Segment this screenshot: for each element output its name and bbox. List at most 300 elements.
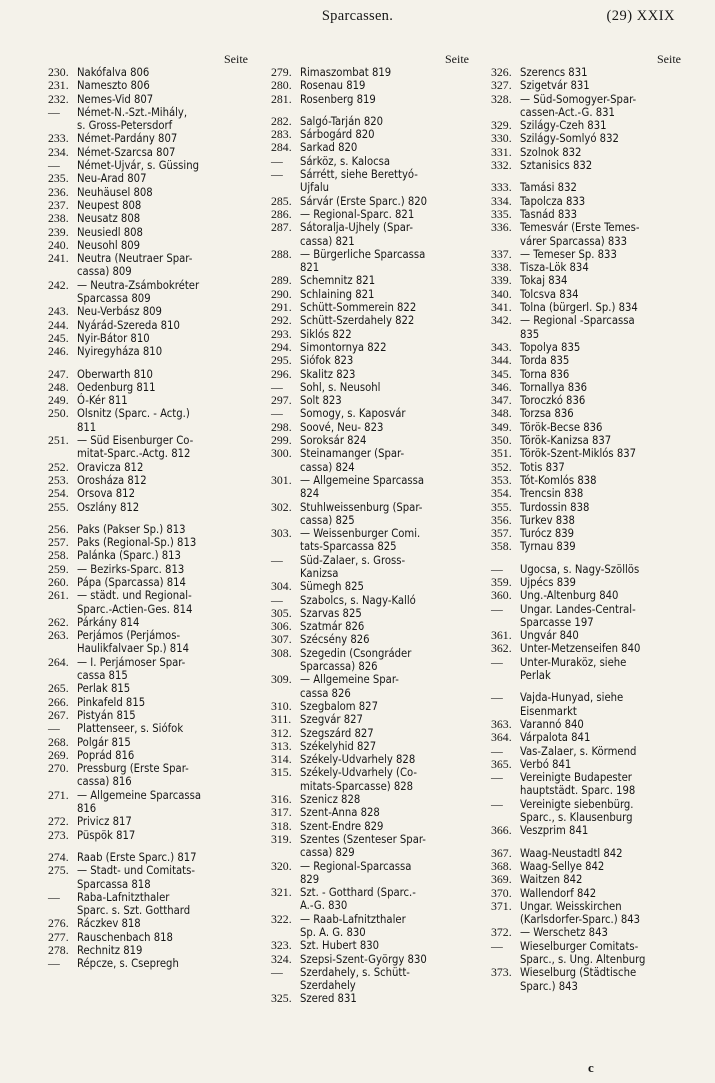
index-column-3 (491, 52, 681, 993)
entry-number: — (271, 406, 283, 421)
entry-number: 348. (491, 406, 512, 421)
entry-number: 345. (491, 366, 512, 381)
index-entry (491, 195, 681, 208)
index-entry (271, 128, 469, 141)
index-entry (48, 829, 248, 842)
entry-text: Wieselburger Comitats- Sparc., s. Ung. Altenburg (520, 939, 646, 966)
index-entry (491, 718, 681, 731)
entry-text: Sárrétt, siehe Berettyó- Ujfalu (300, 168, 418, 195)
index-entry (491, 221, 681, 248)
entry-number: 321. (271, 885, 292, 900)
entry-number: 341. (491, 300, 512, 315)
index-entry (491, 501, 681, 514)
entry-number: 351. (491, 446, 512, 461)
entry-text: Stuhlweissenburg (Spar- cassa) 825 (300, 500, 423, 527)
entry-number: 362. (491, 641, 512, 656)
index-entry (48, 864, 248, 891)
entry-number: 338. (491, 260, 512, 275)
index-entry (271, 421, 469, 434)
entry-text: Palánka (Sparc.) 813 (77, 549, 181, 563)
entry-text: Rosenberg 819 (300, 92, 376, 106)
entry-number: 368. (491, 858, 512, 873)
entry-text: Szolnok 832 (520, 145, 582, 159)
entry-number: 322. (271, 911, 292, 926)
index-entry (48, 917, 248, 930)
entry-text: — Werschetz 843 (520, 926, 608, 940)
entry-text: Vajda-Hunyad, siehe Eisenmarkt (520, 691, 624, 718)
entry-text: Somogy, s. Kaposvár (300, 407, 406, 421)
entry-text: Német-Szarcsa 807 (77, 145, 176, 159)
entry-text: Szegedin (Csongráder Sparcassa) 826 (300, 646, 412, 674)
index-entry (271, 168, 469, 195)
entry-text: — Regional-Sparc. 821 (300, 207, 415, 221)
index-entry (48, 709, 248, 722)
entry-number: 360. (491, 588, 512, 603)
entry-text: Torzsa 836 (520, 407, 574, 421)
entry-text: Varannó 840 (520, 717, 584, 731)
index-entry (271, 195, 469, 208)
entry-number: 246. (48, 344, 69, 359)
entry-text: Neuhäusel 808 (77, 185, 153, 199)
entry-text: Trencsin 838 (520, 487, 584, 501)
entry-number: 331. (491, 144, 512, 159)
index-entry (491, 368, 681, 381)
index-entry (271, 354, 469, 367)
index-entry (48, 132, 248, 145)
entry-number: 233. (48, 131, 69, 146)
index-entry (271, 328, 469, 341)
entry-text: Neupest 808 (77, 198, 142, 212)
index-entry (48, 159, 248, 172)
entry-text: Torna 836 (520, 367, 570, 381)
entry-number: 243. (48, 304, 69, 319)
index-entry (271, 394, 469, 407)
entry-text: — Bürgerliche Sparcassa 821 (300, 247, 426, 275)
index-entry (491, 603, 681, 630)
entry-number: — (271, 552, 283, 567)
entry-number: — (48, 956, 60, 971)
entry-number: 316. (271, 792, 292, 807)
index-entry (491, 341, 681, 354)
index-entry (48, 66, 248, 79)
entry-text: Szabolcs, s. Nagy-Kalló (300, 593, 416, 607)
entry-number: 340. (491, 286, 512, 301)
entry-number: 287. (271, 220, 292, 235)
entry-number: 306. (271, 619, 292, 634)
index-entry (48, 789, 248, 816)
entry-number: — (271, 592, 283, 607)
entry-text: Waitzen 842 (520, 873, 583, 887)
entry-text: Schlaining 821 (300, 287, 375, 301)
index-entry (271, 820, 469, 833)
entry-text: Wallendorf 842 (520, 886, 597, 900)
entry-number: 319. (271, 831, 292, 846)
entry-text: Olsnitz (Sparc. - Actg.) 811 (77, 407, 190, 434)
index-entry (491, 629, 681, 642)
index-entry (491, 691, 681, 718)
entry-text: Soové, Neu- 823 (300, 420, 384, 434)
entry-number: 277. (48, 929, 69, 944)
entry-number: — (491, 796, 503, 811)
entry-text: — städt. und Regional- Sparc.-Actien-Ges. 814 (77, 589, 193, 616)
index-entry (491, 181, 681, 194)
index-entry (271, 886, 469, 913)
entry-number: 317. (271, 805, 292, 820)
index-entry (48, 931, 248, 944)
entry-number: 302. (271, 499, 292, 514)
entry-text: Szilágy-Czeh 831 (520, 119, 607, 133)
entry-text: Ungvár 840 (520, 629, 579, 643)
index-entry (271, 594, 469, 607)
entry-number: 325. (271, 991, 292, 1006)
entry-number: 312. (271, 725, 292, 740)
entry-number: 334. (491, 193, 512, 208)
entry-number: 299. (271, 433, 292, 448)
index-entry (491, 966, 681, 993)
entry-text: Schütt-Szerdahely 822 (300, 314, 415, 328)
index-entry (271, 633, 469, 646)
entry-number: 371. (491, 898, 512, 913)
entry-text: Toroczkó 836 (520, 394, 586, 408)
entry-number: 367. (491, 845, 512, 860)
entry-number: 282. (271, 113, 292, 128)
page-number: (29) XXIX (606, 8, 675, 24)
entry-number: 268. (48, 734, 69, 749)
index-entry (48, 146, 248, 159)
entry-text: Nakófalva 806 (77, 66, 150, 79)
index-entry (491, 847, 681, 860)
index-entry (491, 119, 681, 132)
index-entry (491, 159, 681, 172)
index-entry (491, 447, 681, 460)
index-entry (271, 501, 469, 528)
index-entry (491, 771, 681, 798)
index-column-1 (48, 52, 248, 971)
entry-text: Rimaszombat 819 (300, 66, 392, 79)
entry-text: Turkev 838 (520, 513, 575, 527)
index-entry (48, 199, 248, 212)
entry-number: 353. (491, 472, 512, 487)
index-entry (271, 793, 469, 806)
entry-text: Sárköz, s. Kalocsa (300, 154, 391, 168)
index-entry (491, 474, 681, 487)
entry-text: Neutra (Neutraer Spar- cassa) 809 (77, 252, 193, 279)
entry-number: 239. (48, 224, 69, 239)
entry-text: Sarkad 820 (300, 141, 358, 155)
entry-number: 248. (48, 379, 69, 394)
entry-text: Raba-Lafnitzthaler Sparc. s. Szt. Gotthard (77, 890, 191, 918)
entry-text: Nemes-Vid 807 (77, 92, 154, 106)
entry-text: Szentes (Szenteser Spar- cassa) 829 (300, 832, 426, 860)
index-entry (491, 461, 681, 474)
entry-text: Rechnitz 819 (77, 944, 143, 957)
entry-number: — (271, 167, 283, 182)
index-entry (491, 434, 681, 447)
entry-number: 339. (491, 273, 512, 288)
entry-text: Sárvár (Erste Sparc.) 820 (300, 194, 428, 208)
entry-text: — Süd Eisenburger Co- mitat-Sparc.-Actg. 812 (77, 434, 194, 461)
index-entry (491, 146, 681, 159)
index-entry (491, 288, 681, 301)
index-entry (271, 913, 469, 940)
index-entry (271, 115, 469, 128)
entry-text: Várpalota 841 (520, 731, 591, 745)
index-entry (271, 700, 469, 713)
entry-text: Tamási 832 (520, 181, 577, 195)
entry-text: Szilágy-Somlyó 832 (520, 132, 619, 146)
entry-text: Szarvas 825 (300, 606, 362, 620)
index-entry (271, 381, 469, 394)
entry-text: Ó-Kér 811 (77, 394, 128, 408)
entry-number: 235. (48, 171, 69, 186)
index-entry (48, 381, 248, 394)
index-entry (48, 815, 248, 828)
entry-text: — Allgemeine Spar- cassa 826 (300, 673, 399, 700)
entry-text: Privicz 817 (77, 815, 132, 829)
entry-text: Tapolcza 833 (520, 194, 586, 208)
entry-text: Szent-Endre 829 (300, 819, 384, 833)
entry-text: Német-Pardány 807 (77, 132, 178, 146)
index-entry (271, 992, 469, 1005)
index-entry (491, 132, 681, 145)
entry-text: Plattenseer, s. Siófok (77, 722, 184, 736)
entry-number: 232. (48, 91, 69, 106)
entry-number: 309. (271, 672, 292, 687)
entry-text: Solt 823 (300, 394, 342, 408)
index-entry (491, 887, 681, 900)
entry-number: 254. (48, 486, 69, 501)
entry-number: 304. (271, 579, 292, 594)
index-entry (271, 620, 469, 633)
entry-number: 369. (491, 872, 512, 887)
entry-text: Nameszto 806 (77, 79, 150, 93)
index-entry (491, 79, 681, 92)
index-entry (491, 314, 681, 341)
index-entry (491, 940, 681, 967)
entry-number: 241. (48, 251, 69, 266)
entry-number: 270. (48, 761, 69, 776)
index-entry (271, 474, 469, 501)
index-entry (48, 682, 248, 695)
index-entry (48, 629, 248, 656)
entry-number: 245. (48, 330, 69, 345)
entry-text: Szered 831 (300, 992, 357, 1006)
index-entry (491, 563, 681, 576)
entry-number: 286. (271, 206, 292, 221)
index-entry (491, 860, 681, 873)
entry-number: 271. (48, 787, 69, 802)
index-entry (491, 926, 681, 939)
index-entry (48, 549, 248, 562)
entry-text: Pinkafeld 815 (77, 695, 146, 709)
index-entry (48, 696, 248, 709)
index-entry (48, 407, 248, 434)
entry-number: 274. (48, 849, 69, 864)
entry-number: 356. (491, 512, 512, 527)
entry-text: Pressburg (Erste Spar- cassa) 816 (77, 762, 189, 789)
index-entry (271, 713, 469, 726)
index-entry (48, 279, 248, 306)
index-entry (48, 576, 248, 589)
entry-text: Szegszárd 827 (300, 726, 374, 740)
entry-text: Oberwarth 810 (77, 367, 153, 381)
entry-number: 297. (271, 393, 292, 408)
index-entry (491, 248, 681, 261)
entry-text: Unter-Metzenseifen 840 (520, 642, 641, 656)
entry-number: — (271, 379, 283, 394)
entry-number: 269. (48, 747, 69, 762)
entry-number: 349. (491, 419, 512, 434)
index-entry (48, 656, 248, 683)
entry-text: Német-N.-Szt.-Mihály, s. Gross-Petersdorf (77, 105, 188, 133)
index-entry (48, 239, 248, 252)
entry-number: 260. (48, 574, 69, 589)
index-entry (271, 155, 469, 168)
entry-text: Tót-Komlós 838 (520, 473, 597, 487)
entry-text: Perlak 815 (77, 682, 131, 696)
entry-text: Szécsény 826 (300, 633, 370, 647)
entry-text: Neu-Verbász 809 (77, 305, 162, 319)
index-entry (491, 576, 681, 589)
entry-text: Szerdahely, s. Schütt- Szerdahely (300, 965, 410, 993)
index-entry (491, 642, 681, 655)
entry-text: Turdossin 838 (520, 500, 590, 514)
entry-text: Szepsi-Szent-György 830 (300, 952, 427, 966)
entry-text: Totis 837 (520, 460, 565, 474)
index-entry (271, 248, 469, 275)
entry-text: Raab (Erste Sparc.) 817 (77, 850, 197, 864)
entry-text: — Süd-Somogyer-Spar- cassen-Act.-G. 831 (520, 92, 637, 119)
entry-number: 293. (271, 326, 292, 341)
entry-text: Oszlány 812 (77, 500, 140, 514)
index-entry (48, 616, 248, 629)
entry-text: Sátoralja-Ujhely (Spar- cassa) 821 (300, 221, 413, 248)
index-entry (48, 523, 248, 536)
entry-number: 279. (271, 65, 292, 79)
index-entry (491, 731, 681, 744)
entry-number: 303. (271, 526, 292, 541)
entry-number: 230. (48, 65, 69, 79)
index-entry (271, 580, 469, 593)
entry-number: 361. (491, 628, 512, 643)
index-entry (48, 589, 248, 616)
index-entry (491, 527, 681, 540)
entry-text: Veszprim 841 (520, 824, 589, 838)
index-entry (491, 66, 681, 79)
entry-text: Waag-Sellye 842 (520, 859, 605, 873)
entry-number: 253. (48, 472, 69, 487)
entry-text: — Neutra-Zsámbokréter Sparcassa 809 (77, 278, 200, 306)
entry-number: 284. (271, 140, 292, 155)
entry-text: Pápa (Sparcassa) 814 (77, 575, 186, 589)
entry-number: 290. (271, 286, 292, 301)
entry-text: Schütt-Sommerein 822 (300, 301, 417, 315)
entry-text: Párkány 814 (77, 615, 140, 629)
entry-number: 262. (48, 614, 69, 629)
index-entry (491, 873, 681, 886)
entry-number: — (491, 770, 503, 785)
entry-number: 333. (491, 180, 512, 195)
entry-number: 234. (48, 144, 69, 159)
index-entry (271, 447, 469, 474)
index-entry (271, 607, 469, 620)
index-entry (48, 487, 248, 500)
entry-number: 236. (48, 184, 69, 199)
entry-number: — (491, 743, 503, 758)
entry-number: 291. (271, 300, 292, 315)
entry-number: 370. (491, 885, 512, 900)
entry-text: Tolcsva 834 (520, 287, 579, 301)
entry-text: Ung.-Altenburg 840 (520, 589, 619, 603)
entry-number: 305. (271, 605, 292, 620)
entry-text: Német-Ujvár, s. Güssing (77, 159, 199, 173)
entry-text: Vas-Zalaer, s. Körmend (520, 744, 637, 758)
index-entry (48, 434, 248, 461)
entry-number: 327. (491, 78, 512, 93)
entry-text: Répcze, s. Csepregh (77, 957, 179, 971)
index-entry (491, 758, 681, 771)
entry-number: — (48, 158, 60, 173)
entry-number: 259. (48, 561, 69, 576)
entry-text: Tolna (bürgerl. Sp.) 834 (520, 301, 638, 315)
entry-text: Siófok 823 (300, 354, 354, 368)
entry-number: 359. (491, 574, 512, 589)
index-entry (491, 208, 681, 221)
entry-text: Wieselburg (Städtische Sparc.) 843 (520, 966, 637, 993)
index-entry (491, 421, 681, 434)
index-entry (491, 93, 681, 120)
entry-number: 249. (48, 393, 69, 408)
entry-text: Pistyán 815 (77, 708, 136, 722)
index-entry (271, 966, 469, 993)
entry-number: 238. (48, 211, 69, 226)
entry-number: 280. (271, 78, 292, 93)
entry-number: 278. (48, 943, 69, 957)
entry-number: 252. (48, 459, 69, 474)
entry-text: — I. Perjámoser Spar- cassa 815 (77, 655, 186, 683)
index-entry (48, 461, 248, 474)
entry-number: 265. (48, 681, 69, 696)
entry-text: Rauschenbach 818 (77, 930, 173, 944)
index-entry (48, 368, 248, 381)
entry-text: Perjámos (Perjámos- Haulikfalvaer Sp.) 814 (77, 629, 190, 656)
entry-text: — Weissenburger Comi. tats-Sparcassa 825 (300, 527, 421, 554)
entry-number: 283. (271, 127, 292, 142)
index-entry (48, 212, 248, 225)
index-entry (271, 806, 469, 819)
entry-text: Tokaj 834 (520, 274, 568, 288)
entry-text: — Raab-Lafnitzthaler Sp. A. G. 830 (300, 912, 406, 939)
entry-number: 329. (491, 118, 512, 133)
entry-text: — Regional -Sparcassa 835 (520, 314, 635, 341)
index-entry (271, 208, 469, 221)
entry-number: 314. (271, 752, 292, 767)
entry-number: 295. (271, 353, 292, 368)
entry-number: 307. (271, 632, 292, 647)
entry-number: 355. (491, 499, 512, 514)
entry-text: — Temeser Sp. 833 (520, 247, 617, 261)
index-entry (48, 172, 248, 185)
entry-text: Oravicza 812 (77, 460, 144, 474)
entry-text: Orosháza 812 (77, 473, 147, 487)
entry-text: Neusiedl 808 (77, 225, 143, 239)
index-entry (271, 66, 469, 79)
entry-text: Szent-Anna 828 (300, 806, 380, 820)
entry-text: Oedenburg 811 (77, 380, 156, 394)
entry-text: Székelyhid 827 (300, 739, 377, 753)
entry-number: 352. (491, 459, 512, 474)
index-entry (491, 407, 681, 420)
